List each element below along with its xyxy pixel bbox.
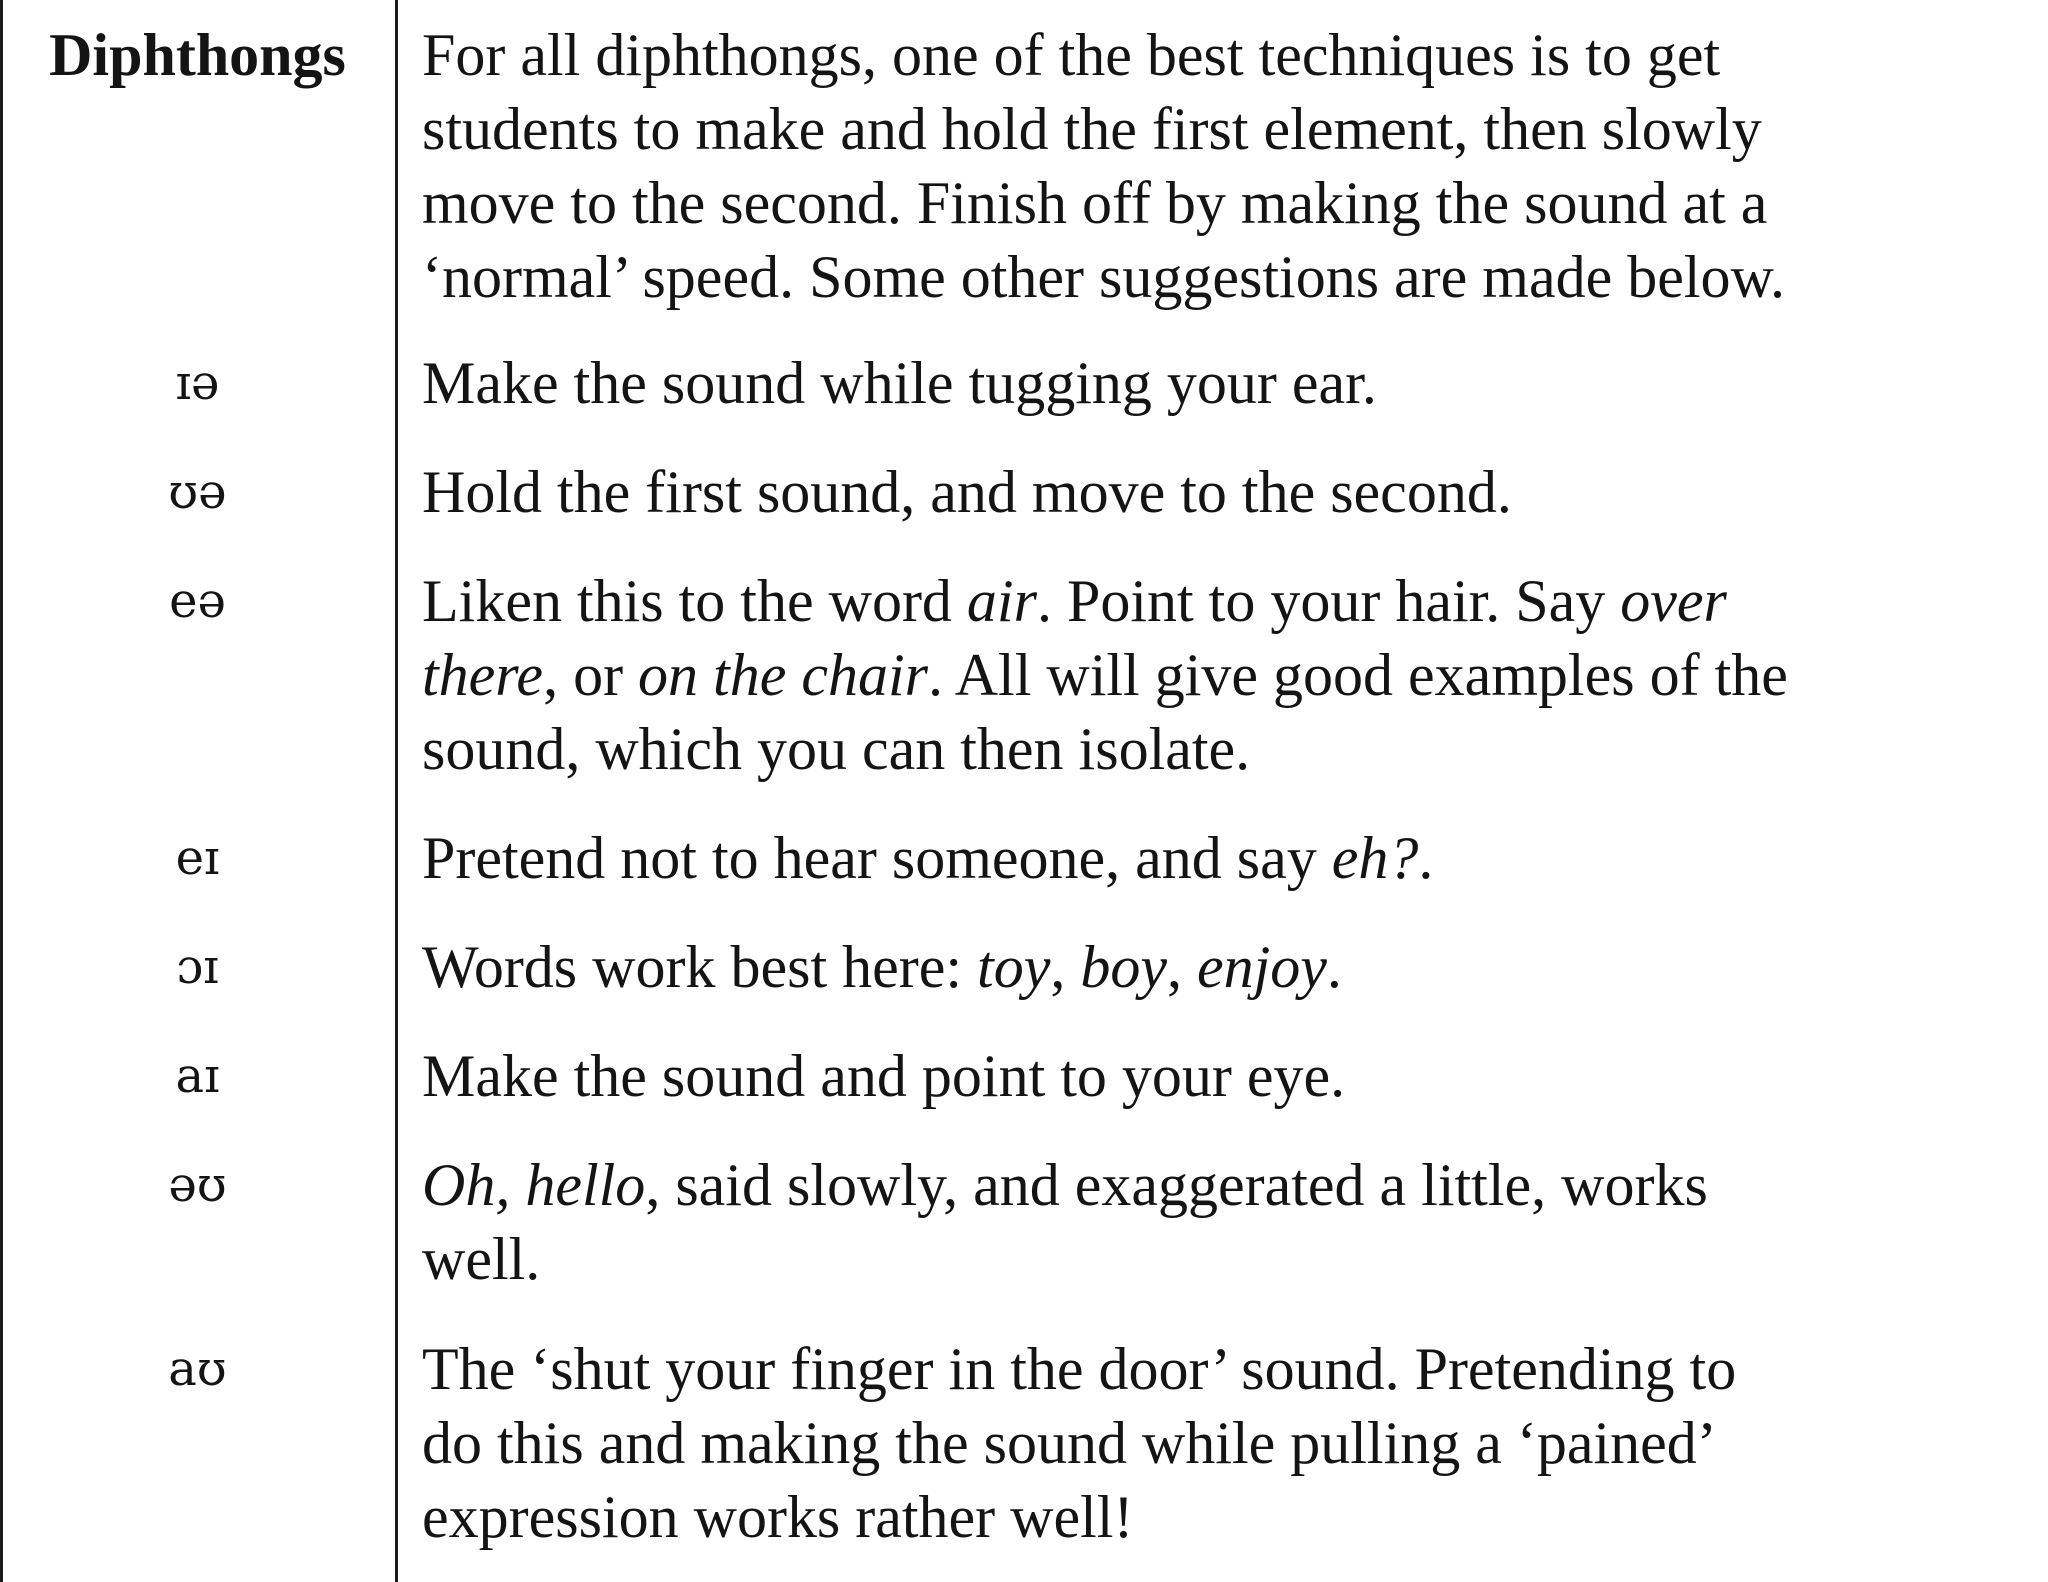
row-description: Liken this to the word air. Point to your hair. Say over there, or on the chair. All will give good examples of the sound, which you can then isolate. bbox=[422, 568, 1788, 782]
row-description: Pretend not to hear someone, and say eh?. bbox=[422, 825, 1434, 891]
row-description: The ‘shut your finger in the door’ sound. Pretending to do this and making the sound while pulling a ‘pained’ expression works rather well! bbox=[422, 1336, 1737, 1550]
phonetic-symbol: aʊ bbox=[168, 1341, 227, 1397]
row-description: Oh, hello, said slowly, and exaggerated a little, works well. bbox=[422, 1152, 1708, 1292]
row-description: Make the sound and point to your eye. bbox=[422, 1043, 1346, 1109]
phonetic-symbol: aɪ bbox=[175, 1048, 220, 1104]
intro-line: ‘normal’ speed. Some other suggestions are made below. bbox=[422, 244, 1785, 310]
intro-text bbox=[422, 18, 2042, 314]
row-description: Hold the first sound, and move to the second. bbox=[422, 459, 1512, 525]
phonetic-symbol: ɔɪ bbox=[176, 939, 219, 995]
phonetic-symbol: əʊ bbox=[168, 1157, 227, 1213]
row-description: Words work best here: toy, boy, enjoy. bbox=[422, 934, 1342, 1000]
phonetic-symbol: ɪə bbox=[175, 355, 220, 411]
phonetic-symbol: ʊə bbox=[168, 464, 227, 520]
phonetic-symbol: eɪ bbox=[175, 830, 220, 886]
phonetic-symbol: eə bbox=[169, 573, 226, 629]
intro-line: students to make and hold the first element, then slowly bbox=[422, 96, 1762, 162]
column-divider bbox=[395, 0, 398, 1582]
intro-line: For all diphthongs, one of the best techniques is to get bbox=[422, 22, 1721, 88]
intro-line: move to the second. Finish off by making the sound at a bbox=[422, 170, 1768, 236]
row-description: Make the sound while tugging your ear. bbox=[422, 350, 1377, 416]
table-heading: Diphthongs bbox=[49, 22, 346, 88]
